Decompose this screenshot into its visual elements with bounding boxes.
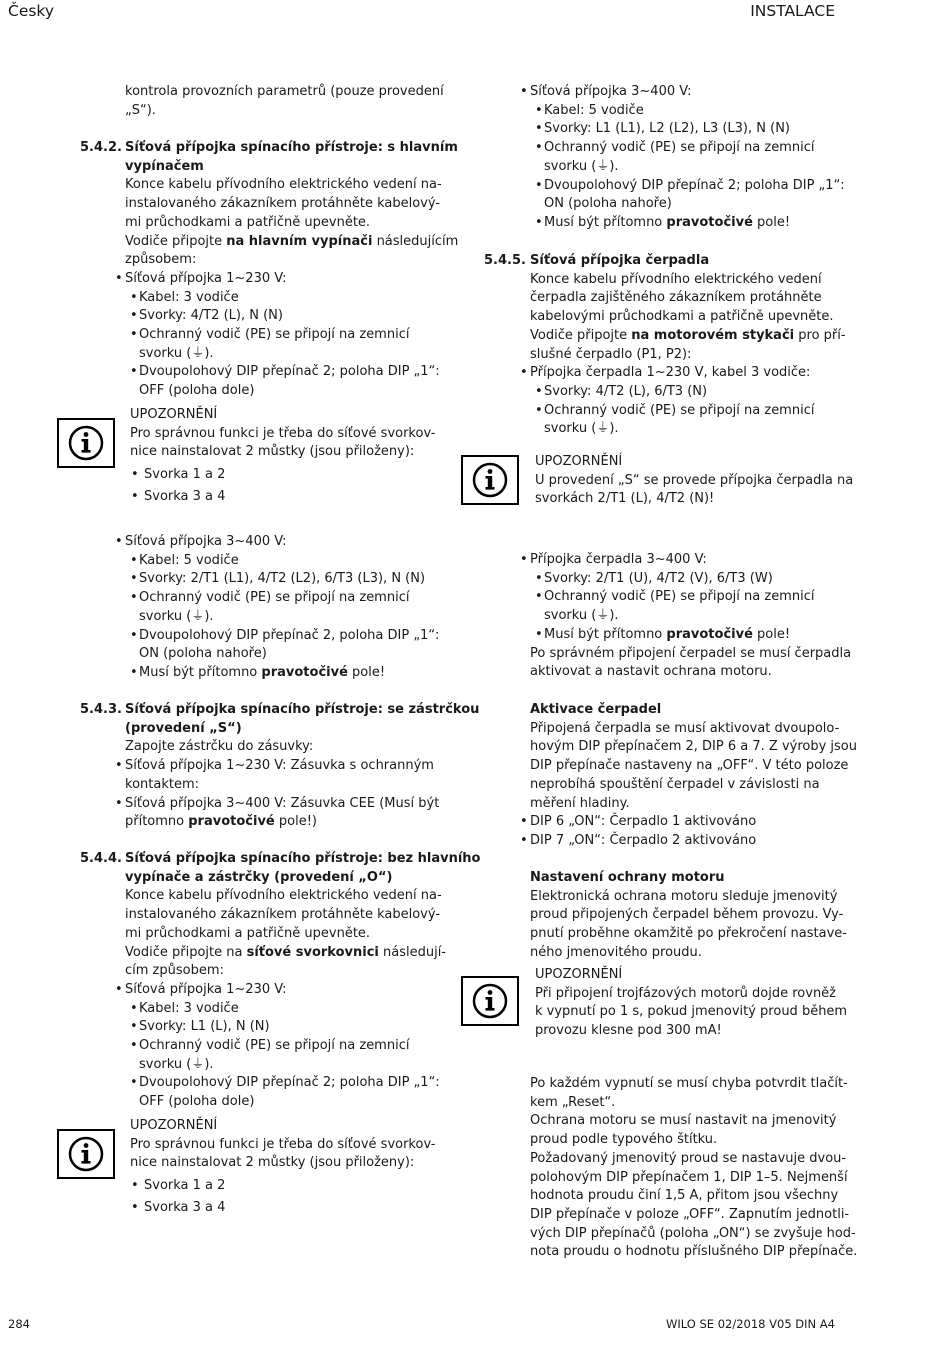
section-5-4-4: Síťová přípojka spínacího přístroje: bez hlavního vypínače a zástrčky (provedení „O“) Konce kabelu přívodního elektrického vedení na- instalovaného zákazníkem protáhněte kabelový- mi průchodkami a patřičně upevněte. Vodiče připojte na síťové svorkovnici následují- cím způsobem: • Síťová přípojka 1~230 V: • Kabel: 3 vodiče • Svorky: L1 (L), N (N) • Ochranný vodič (PE) se připojí na zemnicí svorku (⏚). • Dvoupolohový DIP přepínač 2; poloha DIP „1“: OFF (poloha dole) [125, 850, 480, 1112]
section-5-4-3: Síťová přípojka spínacího přístroje: se zástrčkou (provedení „S“) Zapojte zástrčku do zásuvky: • Síťová přípojka 1~230 V: Zásuvka s ochranným kontaktem: • Síťová přípojka 3~400 V: Zásuvka CEE (Musí být přítomno pravotočivé pole!) [125, 701, 479, 832]
note-block: UPOZORNĚNÍ Pro správnou funkci je třeba do síťové svorkov- nice nainstalovat 2 můstky (jsou přiloženy): • Svorka 1 a 2 • Svorka 3 a 4 [130, 1117, 436, 1218]
list-item: • Přípojka čerpadla 3~400 V: [530, 551, 851, 570]
list-item: • Ochranný vodič (PE) se připojí na zemnicí [125, 589, 439, 608]
list-item: • Dvoupolohový DIP přepínač 2; poloha DIP „1“: [530, 177, 845, 196]
note-title: UPOZORNĚNÍ [535, 967, 623, 982]
list-item: • Ochranný vodič (PE) se připojí na zemnicí [530, 588, 851, 607]
section-title: Síťová přípojka čerpadla [530, 253, 710, 268]
section-pump-3x400: • Přípojka čerpadla 3~400 V: • Svorky: 2/T1 (U), 4/T2 (V), 6/T3 (W) • Ochranný vodič (PE) se připojí na zemnicí svorku (⏚). • Musí být přítomno pravotočivé pole! Po správném připojení čerpadel se musí čerpadla aktivovat a nastavit ochrana motoru. [530, 551, 851, 682]
list-item: • Svorka 1 a 2 [131, 467, 226, 483]
motor-protection: Nastavení ochrany motoru Elektronická ochrana motoru sleduje jmenovitý proud připojených čerpadel během provozu. Vy- pnutí proběhne okamžitě po překročení nastave- ného jmenovitého proudu. [530, 870, 847, 960]
section-3x400-right: • Síťová přípojka 3~400 V: • Kabel: 5 vodiče • Svorky: L1 (L1), L2 (L2), L3 (L3), N (N) • Ochranný vodič (PE) se připojí na zemnicí svorku (⏚). • Dvoupolohový DIP přepínač 2; poloha DIP „1“: ON (poloha nahoře) • Musí být přítomno pravotočivé pole! [530, 83, 845, 233]
info-icon [461, 455, 519, 505]
section-title: Síťová přípojka spínacího přístroje: bez hlavního [125, 851, 481, 866]
note-title: UPOZORNĚNÍ [535, 454, 623, 469]
list-item: • Svorka 3 a 4 [131, 1199, 226, 1215]
pump-activation: Aktivace čerpadel Připojená čerpadla se musí aktivovat dvoupolo- hovým DIP přepínačem 2, DIP 6 a 7. Z výroby jsou DIP přepínače nastaveny na „OFF“. V této poloze neprobíhá spouštění čerpadel v závislosti na měření hladiny. • DIP 6 „ON“: Čerpadlo 1 aktivováno • DIP 7 „ON“: Čerpadlo 2 aktivováno [530, 701, 857, 851]
page-number: 284 [8, 1317, 30, 1331]
list-item: • Kabel: 5 vodiče [125, 552, 439, 571]
list-item: • Kabel: 3 vodiče [125, 1000, 480, 1019]
section-title: Síťová přípojka spínacího přístroje: se zástrčkou [125, 702, 480, 717]
section-number: 5.4.2. [80, 140, 122, 155]
list-item: • Síťová přípojka 1~230 V: [125, 981, 480, 1000]
note-block: UPOZORNĚNÍ U provedení „S“ se provede přípojka čerpadla na svorkách 2/T1 (L), 4/T2 (N)! [535, 454, 854, 507]
list-item: • Síťová přípojka 1~230 V: [125, 270, 458, 289]
list-item: • Ochranný vodič (PE) se připojí na zemnicí [530, 139, 845, 158]
list-item: • DIP 7 „ON“: Čerpadlo 2 aktivováno [530, 832, 857, 851]
note-block: UPOZORNĚNÍ Při připojení trojfázových motorů dojde rovněž k vypnutí po 1 s, pokud jmenovitý proud během provozu klesne pod 300 mA! [535, 967, 848, 1039]
section-number: 5.4.5. [484, 253, 526, 268]
info-icon [57, 1129, 115, 1179]
section-title: Síťová přípojka spínacího přístroje: s hlavním [125, 140, 458, 155]
note-title: UPOZORNĚNÍ [130, 1118, 218, 1133]
list-item: • Svorky: 2/T1 (U), 4/T2 (V), 6/T3 (W) [530, 570, 851, 589]
list-item: • Musí být přítomno pravotočivé pole! [125, 664, 439, 683]
list-item: • Kabel: 5 vodiče [530, 102, 845, 121]
list-item: • Přípojka čerpadla 1~230 V, kabel 3 vodiče: [530, 364, 846, 383]
intro-text: kontrola provozních parametrů (pouze provedení „S“). [125, 84, 444, 118]
list-item: • Dvoupolohový DIP přepínač 2; poloha DIP „1“: [125, 1074, 480, 1093]
section-number: 5.4.4. [80, 851, 122, 866]
list-item: • Ochranný vodič (PE) se připojí na zemnicí [125, 326, 458, 345]
list-item: • Ochranný vodič (PE) se připojí na zemnicí [125, 1037, 480, 1056]
list-item: • Musí být přítomno pravotočivé pole! [530, 626, 851, 645]
list-item: • Svorky: L1 (L), N (N) [125, 1018, 480, 1037]
section-number: 5.4.3. [80, 702, 122, 717]
list-item: • Svorky: 2/T1 (L1), 4/T2 (L2), 6/T3 (L3), N (N) [125, 570, 439, 589]
list-item: • Musí být přítomno pravotočivé pole! [530, 214, 845, 233]
list-item: • Síťová přípojka 3~400 V: [125, 533, 439, 552]
list-item: • Kabel: 3 vodiče [125, 289, 458, 308]
list-item: • DIP 6 „ON“: Čerpadlo 1 aktivováno [530, 813, 857, 832]
list-item: • Svorky: L1 (L1), L2 (L2), L3 (L3), N (N) [530, 120, 845, 139]
list-item: • Svorka 3 a 4 [131, 488, 226, 504]
motor-protection-text: Po každém vypnutí se musí chyba potvrdit tlačít- kem „Reset“. Ochrana motoru se musí nastavit na jmenovitý proud podle typového štítku. Požadovaný jmenovitý proud se nastavuje dvou- polohovým DIP přepínačem 1, DIP 1–5. Nejmenší hodnota proudu činí 1,5 A, přitom jsou všechny DIP přepínače v poloze „OFF“. Zapnutím jednotli- vých DIP přepínačů (poloha „ON“) se zvyšuje hod- nota proudu o hodnotu příslušného DIP přepínače. [530, 1076, 858, 1260]
list-item: • Síťová přípojka 1~230 V: Zásuvka s ochranným [125, 757, 479, 776]
subsection-title: Nastavení ochrany motoru [530, 870, 725, 885]
subsection-title: Aktivace čerpadel [530, 702, 662, 717]
list-item: • Svorky: 4/T2 (L), 6/T3 (N) [530, 383, 846, 402]
list-item: • Dvoupolohový DIP přepínač 2, poloha DIP „1“: [125, 627, 439, 646]
list-item: • Síťová přípojka 3~400 V: [530, 83, 845, 102]
header-language: Česky [8, 2, 55, 20]
info-icon [57, 418, 115, 468]
list-item: • Svorka 1 a 2 [131, 1178, 226, 1194]
section-5-4-5: Síťová přípojka čerpadla Konce kabelu přívodního elektrického vedení čerpadla zajištěného zákazníkem protáhněte kabelovými průchodkami a patřičně upevněte. Vodiče připojte na motorovém stykači pro pří- slušné čerpadlo (P1, P2): • Přípojka čerpadla 1~230 V, kabel 3 vodiče: • Svorky: 4/T2 (L), 6/T3 (N) • Ochranný vodič (PE) se připojí na zemnicí svorku (⏚). [530, 252, 846, 439]
document-id: WILO SE 02/2018 V05 DIN A4 [666, 1317, 835, 1331]
note-block: UPOZORNĚNÍ Pro správnou funkci je třeba do síťové svorkov- nice nainstalovat 2 můstky (jsou přiloženy): • Svorka 1 a 2 • Svorka 3 a 4 [130, 406, 436, 507]
section-3x400-left: • Síťová přípojka 3~400 V: • Kabel: 5 vodiče • Svorky: 2/T1 (L1), 4/T2 (L2), 6/T3 (L3), N (N) • Ochranný vodič (PE) se připojí na zemnicí svorku (⏚). • Dvoupolohový DIP přepínač 2, poloha DIP „1“: ON (poloha nahoře) • Musí být přítomno pravotočivé pole! [125, 533, 439, 683]
header-section: INSTALACE [750, 2, 835, 20]
list-item: • Svorky: 4/T2 (L), N (N) [125, 307, 458, 326]
list-item: • Ochranný vodič (PE) se připojí na zemnicí [530, 402, 846, 421]
note-title: UPOZORNĚNÍ [130, 407, 218, 422]
list-item: • Dvoupolohový DIP přepínač 2; poloha DIP „1“: [125, 363, 458, 382]
section-5-4-2: Síťová přípojka spínacího přístroje: s hlavním vypínačem Konce kabelu přívodního elektrického vedení na- instalovaného zákazníkem protáhněte kabelový- mi průchodkami a patřičně upevněte. Vodiče připojte na hlavním vypínači následujícím způsobem: • Síťová přípojka 1~230 V: • Kabel: 3 vodiče • Svorky: 4/T2 (L), N (N) • Ochranný vodič (PE) se připojí na zemnicí svorku (⏚). • Dvoupolohový DIP přepínač 2; poloha DIP „1“: OFF (poloha dole) [125, 139, 458, 401]
list-item: • Síťová přípojka 3~400 V: Zásuvka CEE (Musí být [125, 795, 479, 814]
